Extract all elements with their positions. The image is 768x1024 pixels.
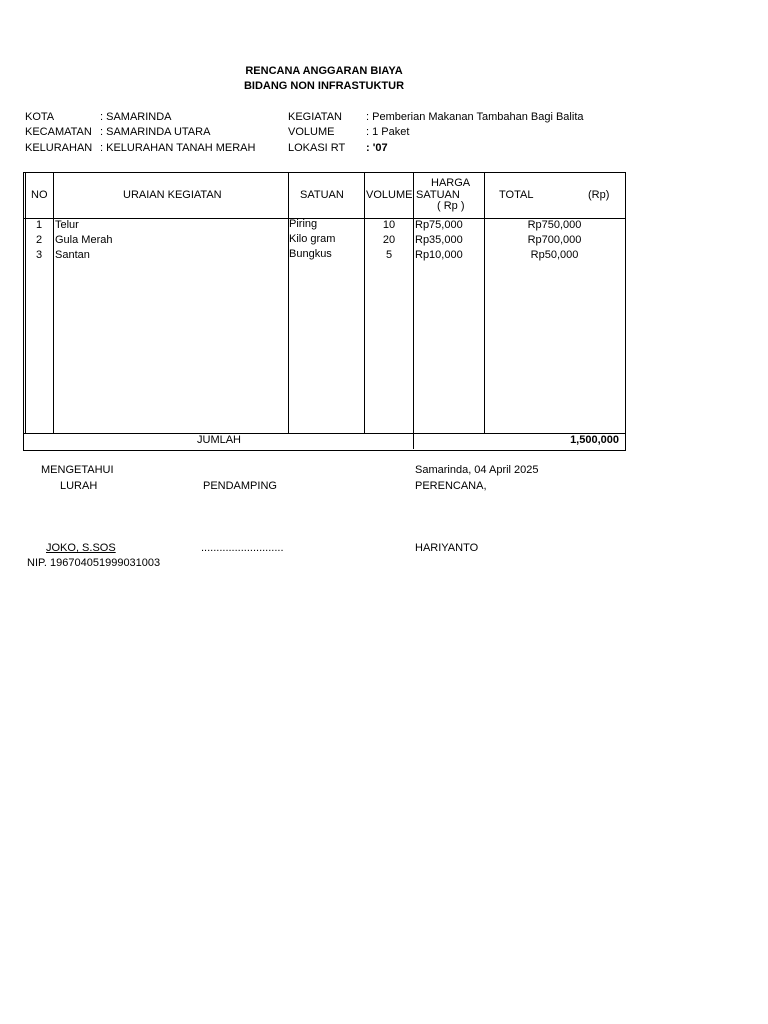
row-total: Rp750,000 — [527, 219, 582, 231]
row-satuan: Kilo gram — [289, 233, 336, 245]
row-total: Rp50,000 — [530, 249, 579, 261]
row-volume: 20 — [382, 234, 396, 246]
info-label-volume: VOLUME — [288, 126, 335, 138]
header-uraian: URAIAN KEGIATAN — [123, 189, 222, 201]
perencana-label: PERENCANA, — [415, 480, 487, 492]
info-value-lokasi-rt: : '07 — [366, 142, 388, 154]
lurah-nip: NIP. 196704051999031003 — [27, 557, 161, 569]
col-divider-no — [53, 173, 54, 434]
header-harga-line2: SATUAN — [416, 189, 460, 201]
info-value-kelurahan: : KELURAHAN TANAH MERAH — [100, 142, 256, 154]
row-harga: Rp35,000 — [415, 234, 463, 246]
header-total: TOTAL — [499, 189, 534, 201]
jumlah-label: JUMLAH — [197, 434, 242, 446]
document-title: RENCANA ANGGARAN BIAYA — [245, 65, 403, 77]
header-no: NO — [31, 189, 48, 201]
col-divider-satuan — [364, 173, 365, 434]
row-no: 1 — [35, 219, 43, 231]
info-label-kelurahan: KELURAHAN — [25, 142, 93, 154]
jumlah-value: 1,500,000 — [570, 434, 619, 446]
row-volume: 10 — [382, 219, 396, 231]
row-satuan: Bungkus — [289, 248, 332, 260]
row-harga: Rp10,000 — [415, 249, 463, 261]
col-divider-harga — [484, 173, 485, 434]
perencana-name: HARIYANTO — [415, 542, 479, 554]
table-outer-border — [23, 172, 626, 451]
info-label-lokasi-rt: LOKASI RT — [288, 142, 346, 154]
lurah-label: LURAH — [60, 480, 98, 492]
info-value-kecamatan: : SAMARINDA UTARA — [100, 126, 211, 138]
header-total-unit: (Rp) — [588, 189, 610, 201]
row-satuan: Piring — [289, 218, 318, 230]
header-volume: VOLUME — [366, 189, 413, 201]
col-divider-volume — [413, 173, 414, 449]
pendamping-name: ........................... — [201, 542, 284, 554]
info-value-kegiatan: : Pemberian Makanan Tambahan Bagi Balita — [366, 111, 584, 123]
info-value-kota: : SAMARINDA — [100, 111, 172, 123]
place-date: Samarinda, 04 April 2025 — [415, 464, 539, 476]
row-total: Rp700,000 — [527, 234, 582, 246]
col-divider-uraian — [288, 173, 289, 434]
info-label-kegiatan: KEGIATAN — [288, 111, 342, 123]
header-satuan: SATUAN — [300, 189, 344, 201]
table-left-inner-line — [25, 173, 26, 434]
info-label-kota: KOTA — [25, 111, 55, 123]
row-volume: 5 — [385, 249, 393, 261]
row-uraian: Gula Merah — [55, 234, 113, 246]
lurah-name: JOKO, S.SOS — [46, 542, 116, 554]
row-harga: Rp75,000 — [415, 219, 463, 231]
info-value-volume: : 1 Paket — [366, 126, 410, 138]
document-subtitle: BIDANG NON INFRASTUKTUR — [243, 80, 405, 92]
row-no: 2 — [35, 234, 43, 246]
row-uraian: Telur — [55, 219, 79, 231]
info-label-kecamatan: KECAMATAN — [25, 126, 92, 138]
mengetahui-label: MENGETAHUI — [41, 464, 114, 476]
header-harga-line1: HARGA — [431, 177, 471, 189]
row-uraian: Santan — [55, 249, 90, 261]
pendamping-label: PENDAMPING — [203, 480, 277, 492]
header-harga-line3: ( Rp ) — [437, 200, 465, 212]
row-no: 3 — [35, 249, 43, 261]
